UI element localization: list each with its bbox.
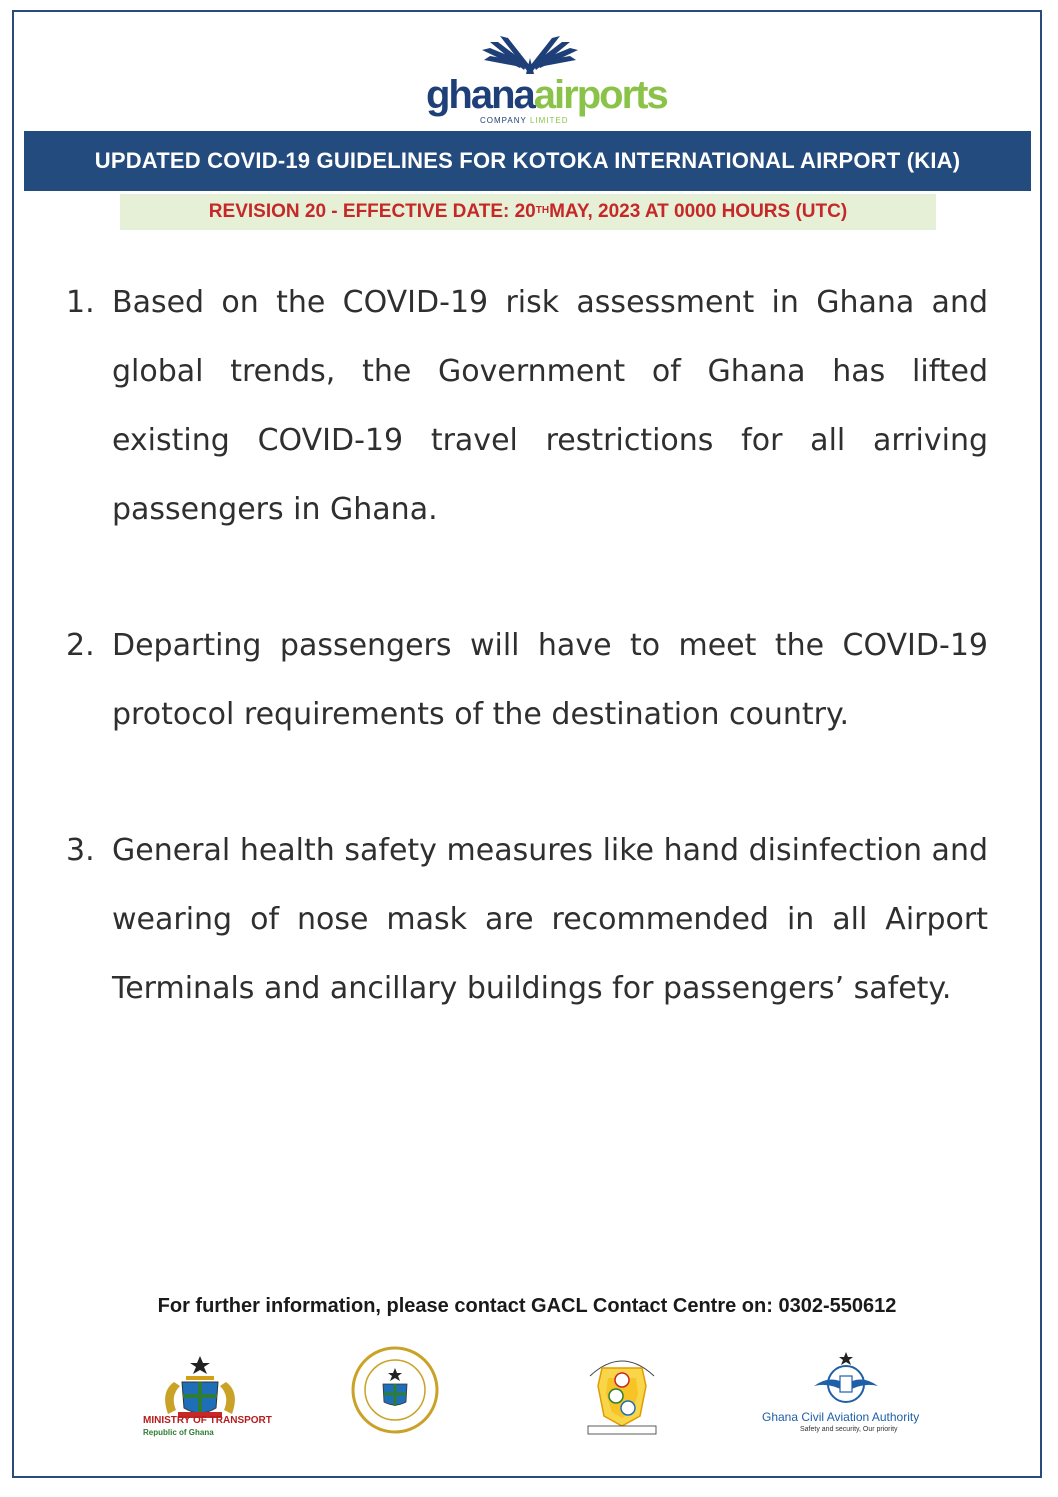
ministry-of-health-seal-icon <box>350 1344 440 1436</box>
gcaa-label: Ghana Civil Aviation Authority <box>762 1410 920 1424</box>
item-text: Departing passengers will have to meet the COVID-19 protocol requirements of the destination country. <box>112 628 988 732</box>
guideline-item <box>66 611 988 749</box>
guideline-item <box>66 268 988 544</box>
page-title: UPDATED COVID-19 GUIDELINES FOR KOTOKA INTERNATIONAL AIRPORT (KIA) <box>94 148 961 173</box>
item-text: Based on the COVID-19 risk assessment in Ghana and global trends, the Government of Ghana has lifted existing COVID-19 travel restrictions for all arriving passengers in Ghana. <box>112 285 988 527</box>
guideline-item <box>66 816 988 1023</box>
logo-subtitle: COMPANY LIMITED <box>480 116 569 125</box>
contact-line: For further information, please contact GACL Contact Centre on: 0302-550612 <box>157 1295 897 1317</box>
item-number: 1. <box>66 285 95 320</box>
item-number: 2. <box>66 628 95 663</box>
title-banner <box>24 131 1031 191</box>
republic-label: Republic of Ghana <box>143 1428 214 1437</box>
item-text: General health safety measures like hand disinfection and wearing of nose mask are recommended in all Airport Terminals and ancillary buildings for passengers’ safety. <box>112 833 988 1006</box>
item-number: 3. <box>66 833 95 868</box>
wings-icon <box>480 28 580 74</box>
revision-banner: REVISION 20 - EFFECTIVE DATE: 20 $^{TH}$ MAY, 2023 AT 0000 HOURS (UTC) <box>120 194 936 230</box>
ghana-airports-logo <box>420 28 667 125</box>
ghana-health-service-logo-icon <box>574 1346 670 1438</box>
logo-wordmark: ghanaairports <box>426 73 667 117</box>
gcaa-slogan: Safety and security, Our priority <box>800 1426 898 1433</box>
ministry-of-transport-label: MINISTRY OF TRANSPORT <box>143 1415 272 1426</box>
guideline-list <box>66 268 988 1023</box>
